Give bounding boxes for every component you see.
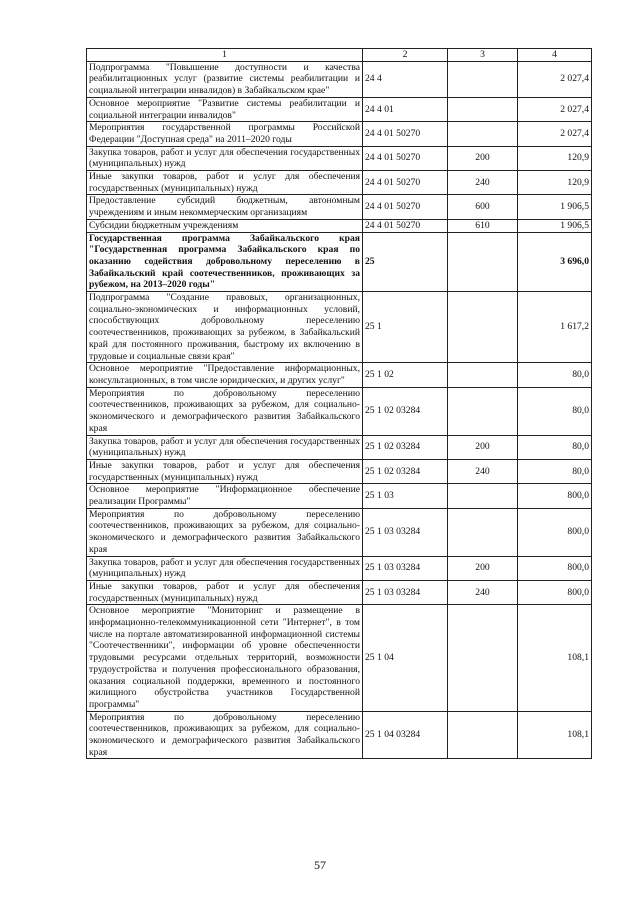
row-vr-cell [448,97,518,121]
row-sum-cell: 108,1 [518,605,592,711]
row-name-cell: Предоставление субсидий бюджетным, автономным учреждениям и иным некоммерческим организациям [87,195,363,219]
row-sum-cell: 3 696,0 [518,232,592,292]
row-code-cell: 25 1 02 [363,363,448,387]
row-sum-cell: 80,0 [518,459,592,483]
row-code-cell: 25 [363,232,448,292]
row-vr-cell: 240 [448,171,518,195]
row-sum-cell: 80,0 [518,363,592,387]
table-row [87,363,592,387]
table-row [87,292,592,363]
table-row [87,484,592,508]
row-vr-cell [448,122,518,146]
row-sum-cell: 1 906,5 [518,219,592,232]
row-vr-cell: 240 [448,580,518,604]
table-row [87,146,592,170]
row-sum-cell: 120,9 [518,146,592,170]
row-vr-cell [448,363,518,387]
header-col-1: 1 [87,49,363,62]
row-code-cell: 25 1 03 [363,484,448,508]
row-vr-cell [448,508,518,556]
table-row [87,219,592,232]
row-sum-cell: 120,9 [518,171,592,195]
table-row [87,605,592,711]
row-name-cell: Основное мероприятие "Предоставление информационных, консультационных, в том числе юридических, и других услуг" [87,363,363,387]
row-name-cell: Основное мероприятие "Мониторинг и размещение в информационно-телекоммуникационной сети "Интернет", в том числе на портале автоматизированной информационной системы "Соотечественники", информации об уровне обеспеченности трудовыми ресурсами отдельных территорий, возможности трудоустройства и получения профессионального образования, оказания социальной поддержки, временного и постоянного жилищного обустройства участников Государственной программы" [87,605,363,711]
row-code-cell: 25 1 03 03284 [363,508,448,556]
row-sum-cell: 800,0 [518,508,592,556]
row-sum-cell: 1 906,5 [518,195,592,219]
page-number: 57 [314,858,326,872]
row-code-cell: 25 1 02 03284 [363,435,448,459]
budget-table [86,48,592,759]
table-row [87,97,592,121]
row-name-cell: Мероприятия государственной программы Российской Федерации "Доступная среда" на 2011–2020 годы [87,122,363,146]
row-name-cell: Закупка товаров, работ и услуг для обеспечения государственных (муниципальных) нужд [87,435,363,459]
row-name-cell: Мероприятия по добровольному переселению соотечественников, проживающих за рубежом, для социально-экономического и демографического развития Забайкальского края [87,711,363,759]
row-name-cell: Закупка товаров, работ и услуг для обеспечения государственных (муниципальных) нужд [87,556,363,580]
row-vr-cell [448,387,518,435]
row-code-cell: 25 1 02 03284 [363,459,448,483]
table-row [87,435,592,459]
row-name-cell: Основное мероприятие "Развитие системы реабилитации и социальной интеграции инвалидов" [87,97,363,121]
row-sum-cell: 800,0 [518,580,592,604]
row-name-cell: Основное мероприятие "Информационное обеспечение реализации Программы" [87,484,363,508]
table-row [87,556,592,580]
row-code-cell: 25 1 [363,292,448,363]
row-code-cell: 25 1 04 [363,605,448,711]
row-vr-cell [448,711,518,759]
table-header-row [87,49,592,62]
row-vr-cell [448,61,518,97]
row-sum-cell: 80,0 [518,435,592,459]
row-code-cell: 24 4 01 50270 [363,195,448,219]
row-vr-cell: 610 [448,219,518,232]
table-row [87,508,592,556]
row-name-cell: Субсидии бюджетным учреждениям [87,219,363,232]
row-sum-cell: 800,0 [518,556,592,580]
row-code-cell: 24 4 01 50270 [363,171,448,195]
table-row [87,61,592,97]
row-code-cell: 25 1 02 03284 [363,387,448,435]
row-vr-cell: 240 [448,459,518,483]
row-vr-cell: 200 [448,146,518,170]
table-row [87,122,592,146]
table-row [87,195,592,219]
header-col-3: 3 [448,49,518,62]
table-row [87,171,592,195]
row-vr-cell: 200 [448,435,518,459]
table-row [87,580,592,604]
row-vr-cell: 600 [448,195,518,219]
row-code-cell: 24 4 01 50270 [363,146,448,170]
row-name-cell: Иные закупки товаров, работ и услуг для обеспечения государственных (муниципальных) нужд [87,580,363,604]
row-code-cell: 24 4 [363,61,448,97]
header-col-2: 2 [363,49,448,62]
row-name-cell: Мероприятия по добровольному переселению соотечественников, проживающих за рубежом, для социально-экономического и демографического развития Забайкальского края [87,508,363,556]
table-row [87,459,592,483]
row-sum-cell: 800,0 [518,484,592,508]
table-row [87,232,592,292]
table-row [87,711,592,759]
row-code-cell: 25 1 03 03284 [363,556,448,580]
header-col-4: 4 [518,49,592,62]
row-name-cell: Иные закупки товаров, работ и услуг для обеспечения государственных (муниципальных) нужд [87,459,363,483]
row-vr-cell [448,232,518,292]
row-sum-cell: 2 027,4 [518,97,592,121]
row-code-cell: 25 1 04 03284 [363,711,448,759]
row-vr-cell [448,605,518,711]
row-sum-cell: 108,1 [518,711,592,759]
row-vr-cell [448,484,518,508]
row-sum-cell: 2 027,4 [518,61,592,97]
row-code-cell: 24 4 01 50270 [363,122,448,146]
row-name-cell: Иные закупки товаров, работ и услуг для обеспечения государственных (муниципальных) нужд [87,171,363,195]
table-row [87,387,592,435]
table-body [87,61,592,759]
row-name-cell: Государственная программа Забайкальского края "Государственная программа Забайкальского края по оказанию содействия добровольному переселению в Забайкальский край соотечественников, проживающих за рубежом, на 2013–2020 годы" [87,232,363,292]
row-name-cell: Подпрограмма "Создание правовых, организационных, социально-экономических и информационных условий, способствующих добровольному переселению соотечественников, проживающих за рубежом, в Забайкальский край для постоянного проживания, быстрому их включению в трудовые и социальные связи края" [87,292,363,363]
row-code-cell: 24 4 01 50270 [363,219,448,232]
row-sum-cell: 1 617,2 [518,292,592,363]
row-name-cell: Мероприятия по добровольному переселению соотечественников, проживающих за рубежом, для социально-экономического и демографического развития Забайкальского края [87,387,363,435]
row-sum-cell: 80,0 [518,387,592,435]
row-code-cell: 24 4 01 [363,97,448,121]
row-code-cell: 25 1 03 03284 [363,580,448,604]
row-name-cell: Закупка товаров, работ и услуг для обеспечения государственных (муниципальных) нужд [87,146,363,170]
row-name-cell: Подпрограмма "Повышение доступности и качества реабилитационных услуг (развитие системы реабилитации и социальной интеграции инвалидов) в Забайкальском крае" [87,61,363,97]
row-sum-cell: 2 027,4 [518,122,592,146]
row-vr-cell [448,292,518,363]
row-vr-cell: 200 [448,556,518,580]
